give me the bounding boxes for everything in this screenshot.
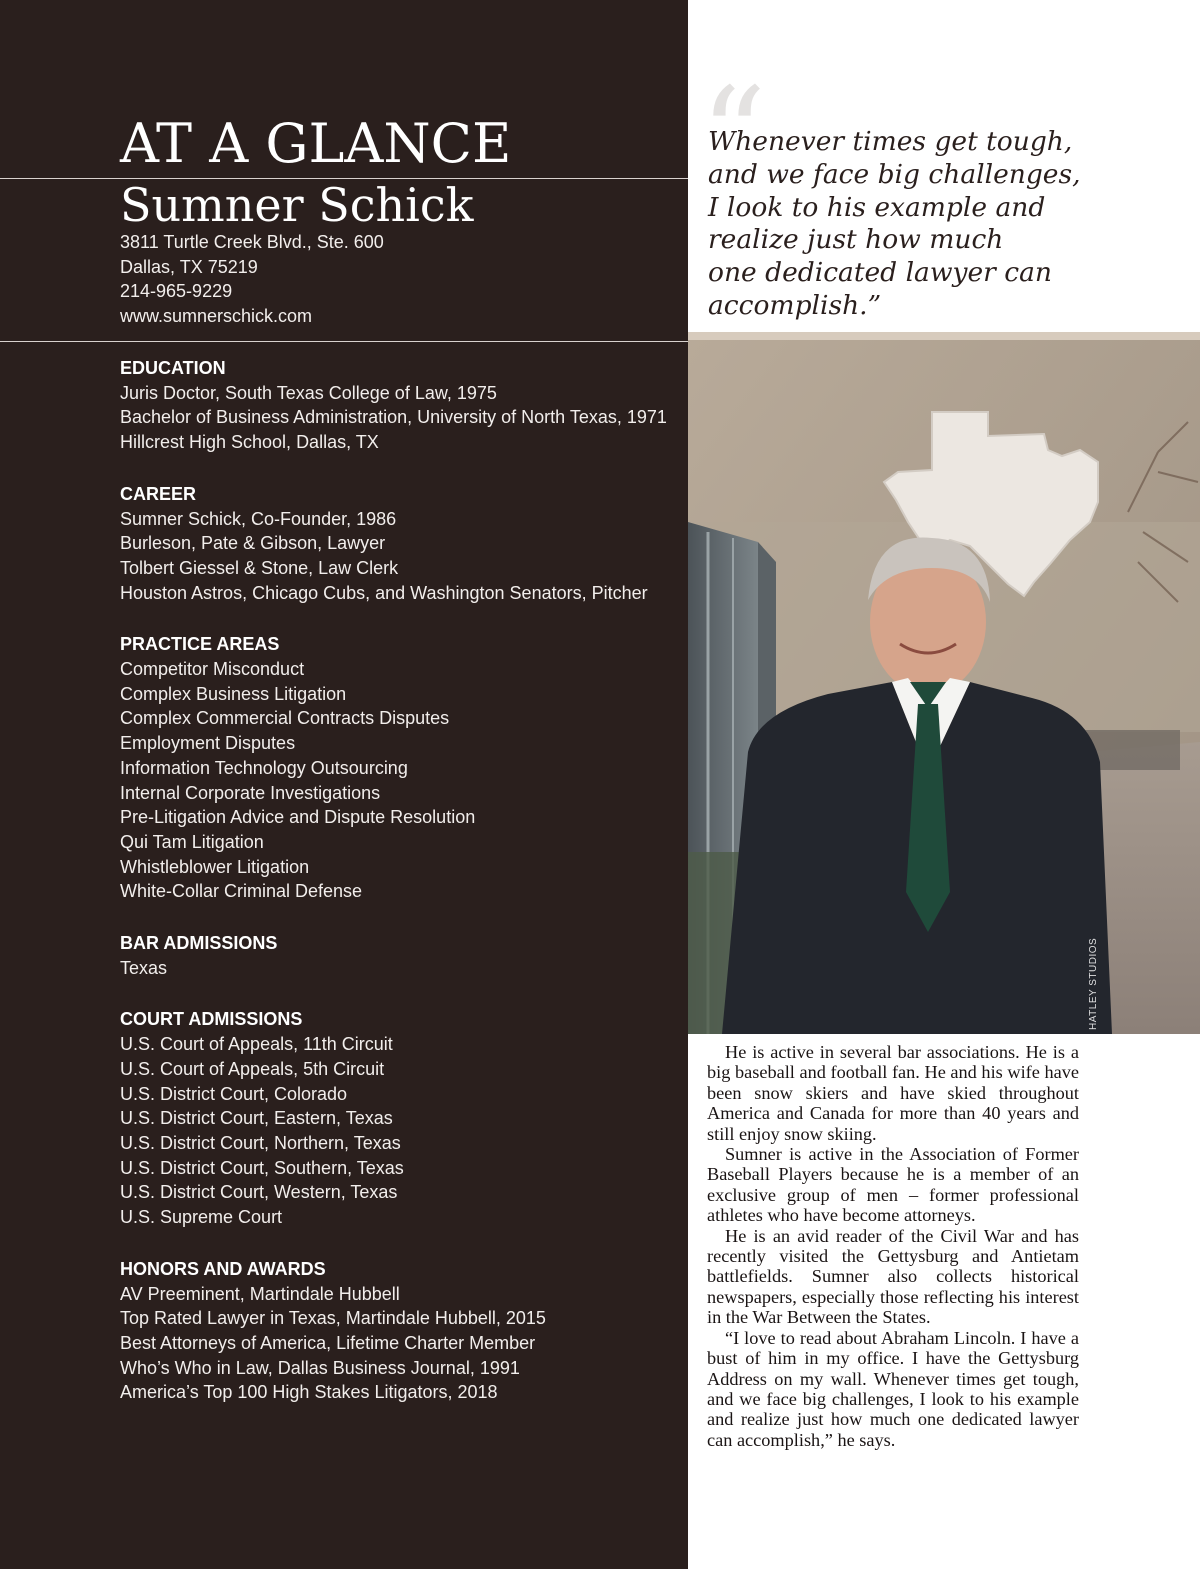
list-item: Whistleblower Litigation [120,856,310,877]
address-line-1: 3811 Turtle Creek Blvd., Ste. 600 [120,232,384,252]
phone-number: 214-965-9229 [120,281,233,301]
website-link[interactable]: www.sumnerschick.com [120,305,313,326]
list-item: Complex Commercial Contracts Disputes [120,708,450,729]
quote-mark-decoration: “ [700,59,767,211]
list-item: Houston Astros, Chicago Cubs, and Washington Senators, Pitcher [120,582,648,603]
list-item: U.S. District Court, Colorado [120,1083,348,1104]
list-item: Pre-Litigation Advice and Dispute Resolution [120,807,476,828]
article-paragraph: “I love to read about Abraham Lincoln. I have a bust of him in my office. I have the Gettysburg Address on my wall. Whenever times get tough, and we face big challenges, I look to his example and realize just how much one dedicated lawyer can accomplish,” he says. [707,1327,1079,1450]
list-item: U.S. Supreme Court [120,1207,283,1228]
section-practice-areas [120,632,680,904]
article-paragraph: Sumner is active in the Association of Former Baseball Players because he is a member of an exclusive group of men – former professional athletes who have become attorneys. [707,1144,1079,1226]
section-heading: HONORS AND AWARDS [120,1258,326,1279]
list-item: Burleson, Pate & Gibson, Lawyer [120,533,386,554]
portrait-illustration [688,332,1200,1034]
list-item: Employment Disputes [120,733,296,754]
article-body [707,1042,1079,1450]
list-item: Complex Business Litigation [120,683,347,704]
list-item: U.S. Court of Appeals, 5th Circuit [120,1058,385,1079]
list-item: Texas [120,957,168,978]
list-item: U.S. District Court, Eastern, Texas [120,1108,393,1129]
list-item: Information Technology Outsourcing [120,757,408,778]
section-career [120,482,680,606]
section-heading: COURT ADMISSIONS [120,1009,303,1030]
pull-quote-line: I look to his example and [708,191,1046,223]
list-item: Sumner Schick, Co-Founder, 1986 [120,508,397,529]
list-item: Who’s Who in Law, Dallas Business Journal, 1991 [120,1357,520,1378]
section-heading: PRACTICE AREAS [120,634,280,655]
list-item: Juris Doctor, South Texas College of Law, 1975 [120,382,497,403]
divider-bottom [0,341,688,342]
photo-credit: HATLEY STUDIOS [1088,937,1099,1030]
pull-quote-line: accomplish.” [708,289,882,321]
attorney-name: Sumner Schick [120,178,474,232]
portrait-photo [688,332,1200,1034]
list-item: AV Preeminent, Martindale Hubbell [120,1283,400,1304]
pull-quote-line: and we face big challenges, [708,158,1081,190]
list-item: Top Rated Lawyer in Texas, Martindale Hubbell, 2015 [120,1308,546,1329]
contact-block [120,230,384,328]
list-item: U.S. District Court, Northern, Texas [120,1132,401,1153]
section-honors-awards [120,1257,680,1405]
list-item: Bachelor of Business Administration, University of North Texas, 1971 [120,407,667,428]
list-item: U.S. District Court, Southern, Texas [120,1157,404,1178]
section-heading: CAREER [120,483,197,504]
section-education [120,356,680,455]
list-item: America’s Top 100 High Stakes Litigators, 2018 [120,1382,498,1403]
section-heading: BAR ADMISSIONS [120,933,278,954]
list-item: Qui Tam Litigation [120,831,264,852]
list-item: Competitor Misconduct [120,659,305,680]
section-court-admissions [120,1007,680,1229]
article-paragraph: He is an avid reader of the Civil War and has recently visited the Gettysburg and Antietam battlefields. Sumner also collects historical newspapers, especially those reflecting his interest in the War Between the States. [707,1225,1079,1328]
list-item: U.S. Court of Appeals, 11th Circuit [120,1034,393,1055]
section-bar-admissions [120,931,680,980]
pull-quote-line: Whenever times get tough, [708,126,1073,157]
address-line-2: Dallas, TX 75219 [120,256,258,277]
section-kicker: AT A GLANCE [120,112,512,175]
list-item: Hillcrest High School, Dallas, TX [120,432,379,453]
list-item: U.S. District Court, Western, Texas [120,1182,398,1203]
pull-quote [708,126,1148,323]
article-paragraph: He is active in several bar associations. He is a big baseball and football fan. He and his wife have been snow skiers and have skied throughout America and Canada for more than 40 years and still enjoy snow skiing. [707,1042,1079,1144]
pull-quote-line: realize just how much [708,224,1004,256]
list-item: Internal Corporate Investigations [120,782,381,803]
list-item: White-Collar Criminal Defense [120,881,363,902]
list-item: Tolbert Giessel & Stone, Law Clerk [120,557,399,578]
profile-sections [120,356,680,1432]
section-heading: EDUCATION [120,358,226,378]
list-item: Best Attorneys of America, Lifetime Charter Member [120,1332,536,1353]
pull-quote-line: one dedicated lawyer can [708,257,1052,289]
